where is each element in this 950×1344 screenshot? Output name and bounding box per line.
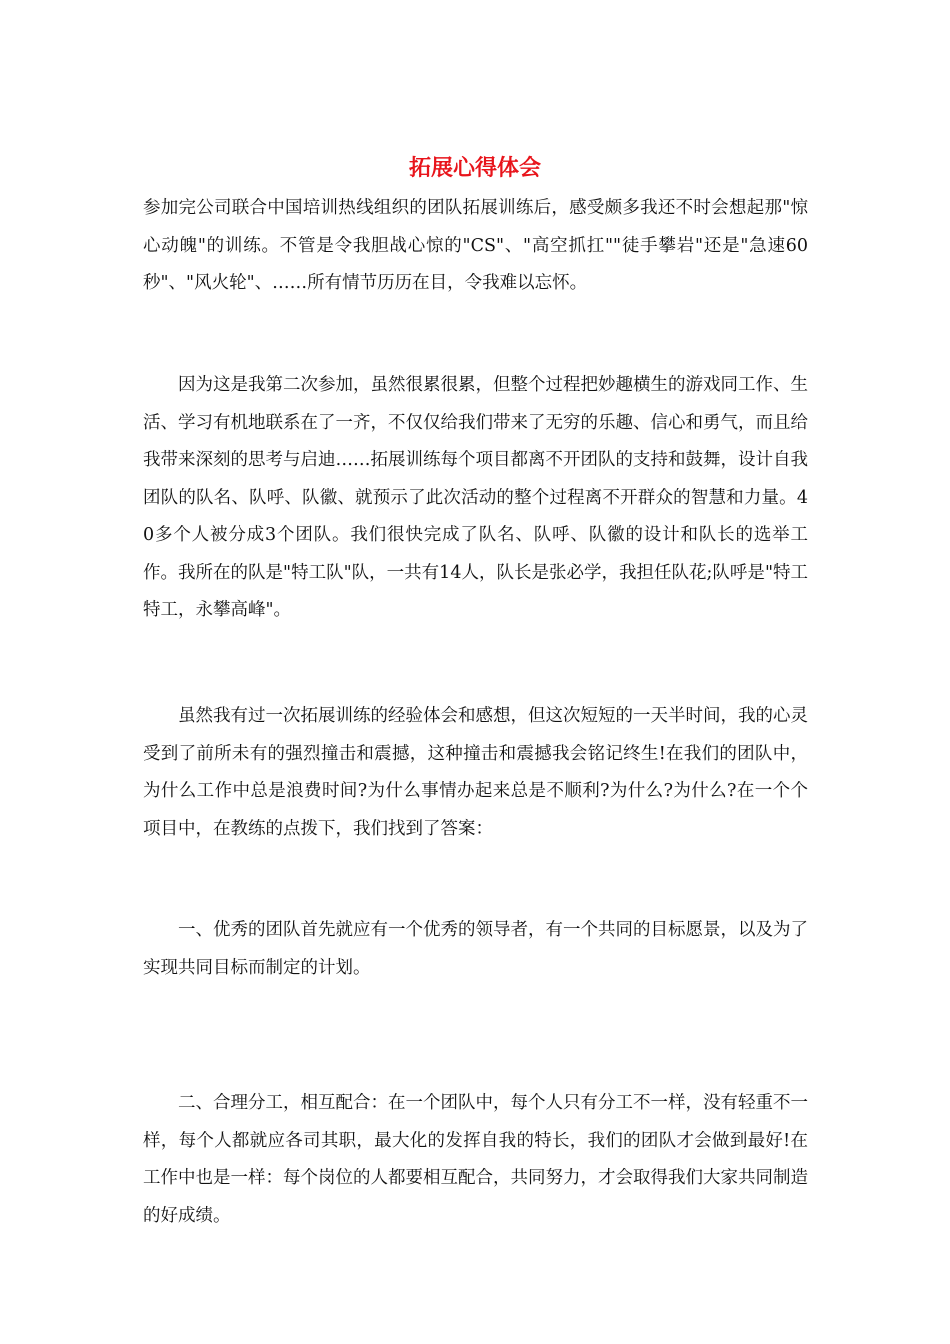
paragraph-second-participation: 因为这是我第二次参加，虽然很累很累，但整个过程把妙趣横生的游戏同工作、生活、学习有机地联系在了一齐，不仅仅给我们带来了无穷的乐趣、信心和勇气，而且给我带来深刻的思考与启迪……拓展训练每个项目都离不开团队的支持和鼓舞，设计自我团队的队名、队呼、队徽、就预示了此次活动的整个过程离不开群众的智慧和力量。40多个人被分成3个团队。我们很快完成了队名、队呼、队徽的设计和队长的选举工作。我所在的队是"特工队"队，一共有14人，队长是张必学，我担任队花;队呼是"特工特工，永攀高峰"。	[143, 375, 808, 620]
paragraph-reflection: 虽然我有过一次拓展训练的经验体会和感想，但这次短短的一天半时间，我的心灵受到了前所未有的强烈撞击和震撼，这种撞击和震撼我会铭记终生!在我们的团队中，为什么工作中总是浪费时间?为什么事情办起来总是不顺利?为什么?为什么?在一个个项目中，在教练的点拨下，我们找到了答案：	[143, 706, 808, 839]
document-title: 拓展心得体会	[408, 155, 541, 181]
paragraph-point-one: 一、优秀的团队首先就应有一个优秀的领导者，有一个共同的目标愿景，以及为了实现共同目标而制定的计划。	[143, 920, 808, 978]
paragraph-intro: 参加完公司联合中国培训热线组织的团队拓展训练后，感受颇多我还不时会想起那"惊心动魄"的训练。不管是令我胆战心惊的"CS"、"高空抓扛""徒手攀岩"还是"急速60秒"、"风火轮"、……所有情节历历在目，令我难以忘怀。	[143, 198, 808, 293]
paragraph-point-two: 二、合理分工，相互配合：在一个团队中，每个人只有分工不一样，没有轻重不一样，每个人都就应各司其职，最大化的发挥自我的特长，我们的团队才会做到最好!在工作中也是一样：每个岗位的人都要相互配合，共同努力，才会取得我们大家共同制造的好成绩。	[143, 1093, 808, 1226]
